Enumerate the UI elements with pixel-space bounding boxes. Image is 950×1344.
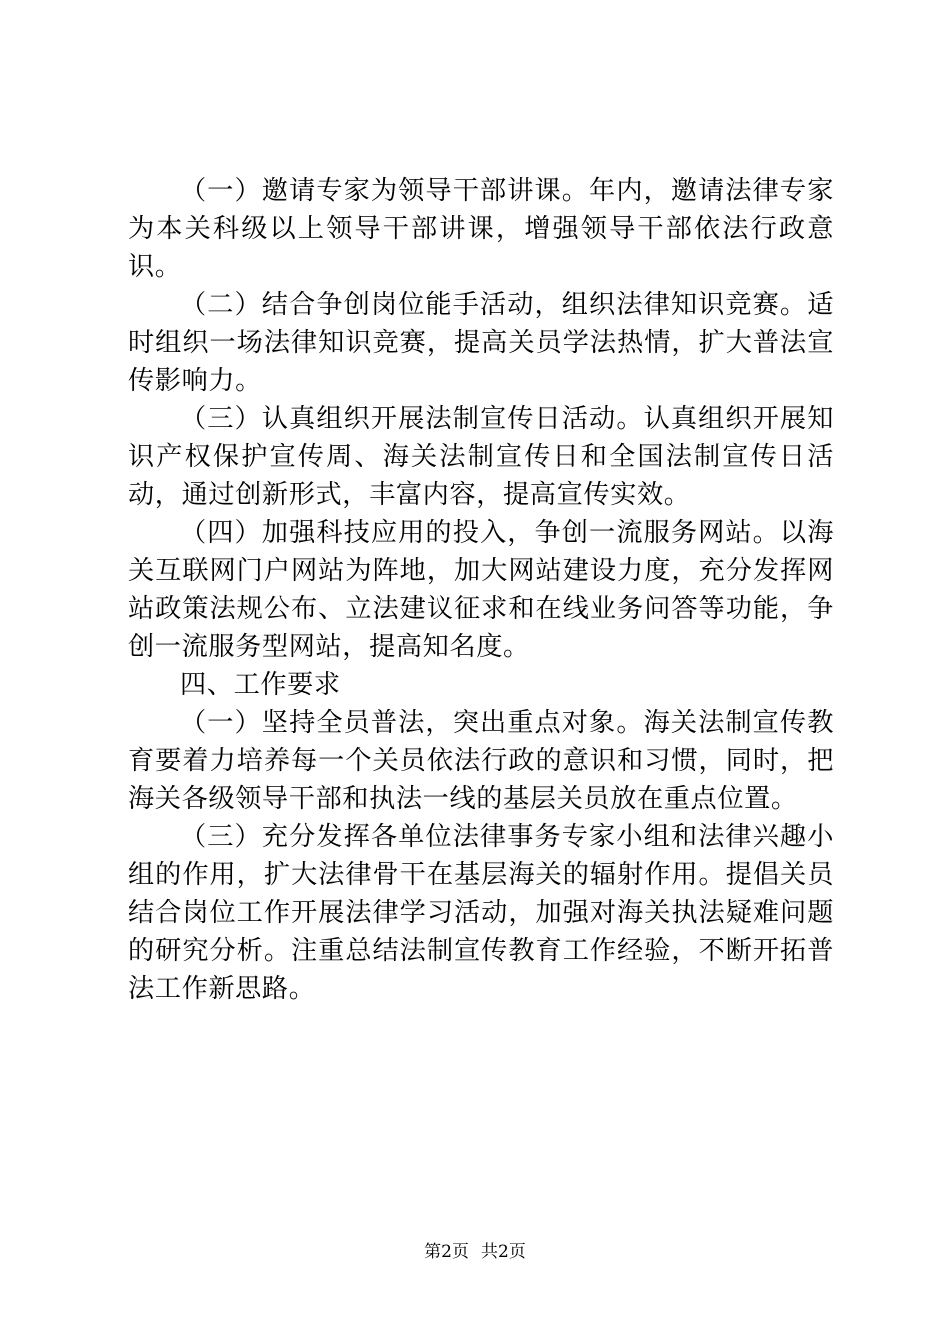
paragraph-expert-groups: （三）充分发挥各单位法律事务专家小组和法律兴趣小组的作用，扩大法律骨干在基层海关的辐射作用。提倡关员结合岗位工作开展法律学习活动，加强对海关执法疑难问题的研究分析。注重总结法制宣传教育工作经验，不断开拓普法工作新思路。 (128, 822, 834, 1004)
paragraph-publicity-day: （三）认真组织开展法制宣传日活动。认真组织开展知识产权保护宣传周、海关法制宣传日和全国法制宣传日活动，通过创新形式，丰富内容，提高宣传实效。 (128, 404, 834, 510)
page-footer (0, 1241, 950, 1263)
page-total: 共2页 (481, 1242, 526, 1262)
document-body (128, 172, 834, 1008)
paragraph-service-website: （四）加强科技应用的投入，争创一流服务网站。以海关互联网门户网站为阵地，加大网站建设力度，充分发挥网站政策法规公布、立法建议征求和在线业务问答等功能，争创一流服务型网站，提高知名度。 (128, 518, 834, 662)
paragraph-universal-legal-education: （一）坚持全员普法，突出重点对象。海关法制宣传教育要着力培养每一个关员依法行政的意识和习惯，同时，把海关各级领导干部和执法一线的基层关员放在重点位置。 (128, 708, 834, 814)
section-heading-work-requirements: 四、工作要求 (180, 670, 341, 700)
paragraph-knowledge-contest: （二）结合争创岗位能手活动，组织法律知识竞赛。适时组织一场法律知识竞赛，提高关员学法热情，扩大普法宣传影响力。 (128, 290, 834, 396)
page-number: 第2页 (424, 1242, 469, 1262)
paragraph-invite-experts: （一）邀请专家为领导干部讲课。年内，邀请法律专家为本关科级以上领导干部讲课，增强领导干部依法行政意识。 (128, 176, 834, 282)
